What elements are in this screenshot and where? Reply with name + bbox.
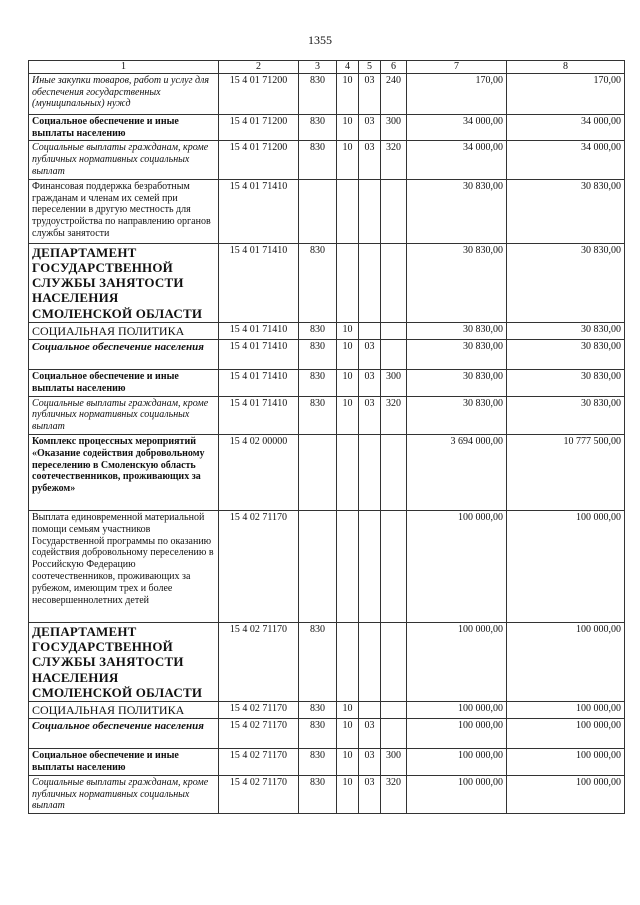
amount-year1-cell: 30 830,00 [407,243,507,322]
amount-year1-cell: 34 000,00 [407,141,507,179]
amount-year2-cell: 34 000,00 [507,141,625,179]
row-name-cell: Социальное обеспечение населения [29,719,219,749]
row-name-cell: Социальные выплаты гражданам, кроме публичных нормативных социальных выплат [29,141,219,179]
subsection-code-cell [359,434,381,510]
expense-type-cell [381,434,407,510]
department-code-cell: 830 [299,339,337,369]
amount-year2-cell: 34 000,00 [507,114,625,141]
row-name-cell: СОЦИАЛЬНАЯ ПОЛИТИКА [29,701,219,718]
department-code-cell [299,510,337,622]
page-number: 1355 [308,33,332,47]
expense-type-cell: 320 [381,396,407,434]
row-name-cell: Социальное обеспечение и иные выплаты населению [29,114,219,141]
subsection-code-cell [359,510,381,622]
table-row [29,73,625,114]
expense-type-cell [381,701,407,718]
amount-year2-cell: 100 000,00 [507,622,625,701]
budget-table [28,60,625,814]
amount-year1-cell: 100 000,00 [407,749,507,776]
section-code-cell [337,622,359,701]
subsection-code-cell: 03 [359,339,381,369]
amount-year1-cell: 100 000,00 [407,719,507,749]
subsection-code-cell [359,701,381,718]
expense-type-cell: 320 [381,141,407,179]
amount-year2-cell: 30 830,00 [507,322,625,339]
amount-year1-cell: 3 694 000,00 [407,434,507,510]
amount-year1-cell: 30 830,00 [407,322,507,339]
amount-year2-cell: 30 830,00 [507,396,625,434]
target-code-cell: 15 4 02 71170 [219,749,299,776]
expense-type-cell [381,339,407,369]
section-code-cell: 10 [337,369,359,396]
target-code-cell: 15 4 02 71170 [219,701,299,718]
row-name-cell: Комплекс процессных мероприятий «Оказание содействия добровольному переселению в Смоленскую область соотечественников, проживающих за рубежом» [29,434,219,510]
row-name-cell: Социальные выплаты гражданам, кроме публичных нормативных социальных выплат [29,396,219,434]
table-row [29,622,625,701]
target-code-cell: 15 4 02 71170 [219,622,299,701]
target-code-cell: 15 4 01 71410 [219,339,299,369]
section-code-cell: 10 [337,73,359,114]
amount-year2-cell: 30 830,00 [507,339,625,369]
amount-year1-cell: 34 000,00 [407,114,507,141]
subsection-code-cell: 03 [359,775,381,813]
table-row [29,339,625,369]
subsection-code-cell [359,243,381,322]
amount-year1-cell: 30 830,00 [407,179,507,243]
table-row [29,369,625,396]
expense-type-cell: 300 [381,114,407,141]
table-row [29,141,625,179]
row-name-cell: Выплата единовременной материальной помощи семьям участников Государственной программы по оказанию содействия добровольному переселению в Российскую Федерацию соотечественников, проживающих за рубежом, имеющим трех и более несовершеннолетних детей [29,510,219,622]
department-code-cell: 830 [299,749,337,776]
column-header: 8 [507,61,625,74]
target-code-cell: 15 4 01 71410 [219,369,299,396]
column-header: 1 [29,61,219,74]
amount-year2-cell: 30 830,00 [507,369,625,396]
department-code-cell: 830 [299,114,337,141]
department-code-cell [299,179,337,243]
column-header: 6 [381,61,407,74]
row-name-cell: СОЦИАЛЬНАЯ ПОЛИТИКА [29,322,219,339]
amount-year2-cell: 100 000,00 [507,749,625,776]
table-body [29,73,625,813]
target-code-cell: 15 4 01 71200 [219,114,299,141]
amount-year1-cell: 30 830,00 [407,369,507,396]
subsection-code-cell [359,179,381,243]
expense-type-cell: 320 [381,775,407,813]
department-code-cell: 830 [299,141,337,179]
target-code-cell: 15 4 01 71410 [219,322,299,339]
section-code-cell: 10 [337,114,359,141]
section-code-cell: 10 [337,749,359,776]
department-code-cell: 830 [299,775,337,813]
subsection-code-cell [359,622,381,701]
column-header: 3 [299,61,337,74]
department-code-cell [299,434,337,510]
table-row [29,749,625,776]
section-code-cell [337,510,359,622]
table-row [29,322,625,339]
amount-year1-cell: 30 830,00 [407,396,507,434]
target-code-cell: 15 4 01 71410 [219,396,299,434]
expense-type-cell [381,622,407,701]
department-code-cell: 830 [299,396,337,434]
section-code-cell: 10 [337,719,359,749]
row-name-cell: Социальные выплаты гражданам, кроме публичных нормативных социальных выплат [29,775,219,813]
subsection-code-cell: 03 [359,114,381,141]
subsection-code-cell: 03 [359,141,381,179]
department-code-cell: 830 [299,622,337,701]
column-header: 2 [219,61,299,74]
department-code-cell: 830 [299,719,337,749]
table-row [29,434,625,510]
amount-year2-cell: 100 000,00 [507,510,625,622]
row-name-cell: Финансовая поддержка безработным гражданам и членам их семей при переселении в другую местность для трудоустройства по направлению органов службы занятости [29,179,219,243]
row-name-cell: Социальное обеспечение населения [29,339,219,369]
subsection-code-cell: 03 [359,749,381,776]
section-code-cell [337,243,359,322]
amount-year2-cell: 100 000,00 [507,719,625,749]
department-code-cell: 830 [299,322,337,339]
table-row [29,179,625,243]
section-code-cell [337,179,359,243]
subsection-code-cell: 03 [359,396,381,434]
table-row [29,719,625,749]
target-code-cell: 15 4 02 71170 [219,719,299,749]
target-code-cell: 15 4 02 00000 [219,434,299,510]
table-row [29,114,625,141]
section-code-cell: 10 [337,396,359,434]
amount-year1-cell: 100 000,00 [407,622,507,701]
expense-type-cell [381,243,407,322]
column-header: 4 [337,61,359,74]
amount-year1-cell: 100 000,00 [407,510,507,622]
amount-year2-cell: 100 000,00 [507,701,625,718]
row-name-cell: Социальное обеспечение и иные выплаты населению [29,749,219,776]
amount-year2-cell: 100 000,00 [507,775,625,813]
table-row [29,396,625,434]
row-name-cell: ДЕПАРТАМЕНТ ГОСУДАРСТВЕННОЙ СЛУЖБЫ ЗАНЯТОСТИ НАСЕЛЕНИЯ СМОЛЕНСКОЙ ОБЛАСТИ [29,243,219,322]
expense-type-cell [381,510,407,622]
subsection-code-cell: 03 [359,369,381,396]
section-code-cell: 10 [337,322,359,339]
target-code-cell: 15 4 02 71170 [219,775,299,813]
expense-type-cell: 300 [381,749,407,776]
section-code-cell: 10 [337,339,359,369]
header-row [29,61,625,74]
expense-type-cell: 300 [381,369,407,396]
expense-type-cell [381,719,407,749]
amount-year1-cell: 100 000,00 [407,701,507,718]
amount-year2-cell: 10 777 500,00 [507,434,625,510]
section-code-cell [337,434,359,510]
target-code-cell: 15 4 01 71410 [219,179,299,243]
subsection-code-cell [359,322,381,339]
row-name-cell: Иные закупки товаров, работ и услуг для обеспечения государственных (муниципальных) нужд [29,73,219,114]
amount-year2-cell: 30 830,00 [507,243,625,322]
target-code-cell: 15 4 01 71410 [219,243,299,322]
section-code-cell: 10 [337,141,359,179]
expense-type-cell [381,179,407,243]
section-code-cell: 10 [337,775,359,813]
table-row [29,243,625,322]
row-name-cell: Социальное обеспечение и иные выплаты населению [29,369,219,396]
table-row [29,510,625,622]
department-code-cell: 830 [299,701,337,718]
department-code-cell: 830 [299,73,337,114]
table-row [29,701,625,718]
target-code-cell: 15 4 02 71170 [219,510,299,622]
department-code-cell: 830 [299,243,337,322]
target-code-cell: 15 4 01 71200 [219,73,299,114]
expense-type-cell: 240 [381,73,407,114]
amount-year2-cell: 30 830,00 [507,179,625,243]
amount-year2-cell: 170,00 [507,73,625,114]
amount-year1-cell: 100 000,00 [407,775,507,813]
table-row [29,775,625,813]
subsection-code-cell: 03 [359,73,381,114]
department-code-cell: 830 [299,369,337,396]
amount-year1-cell: 30 830,00 [407,339,507,369]
target-code-cell: 15 4 01 71200 [219,141,299,179]
column-header: 7 [407,61,507,74]
row-name-cell: ДЕПАРТАМЕНТ ГОСУДАРСТВЕННОЙ СЛУЖБЫ ЗАНЯТОСТИ НАСЕЛЕНИЯ СМОЛЕНСКОЙ ОБЛАСТИ [29,622,219,701]
section-code-cell: 10 [337,701,359,718]
amount-year1-cell: 170,00 [407,73,507,114]
subsection-code-cell: 03 [359,719,381,749]
expense-type-cell [381,322,407,339]
column-header: 5 [359,61,381,74]
